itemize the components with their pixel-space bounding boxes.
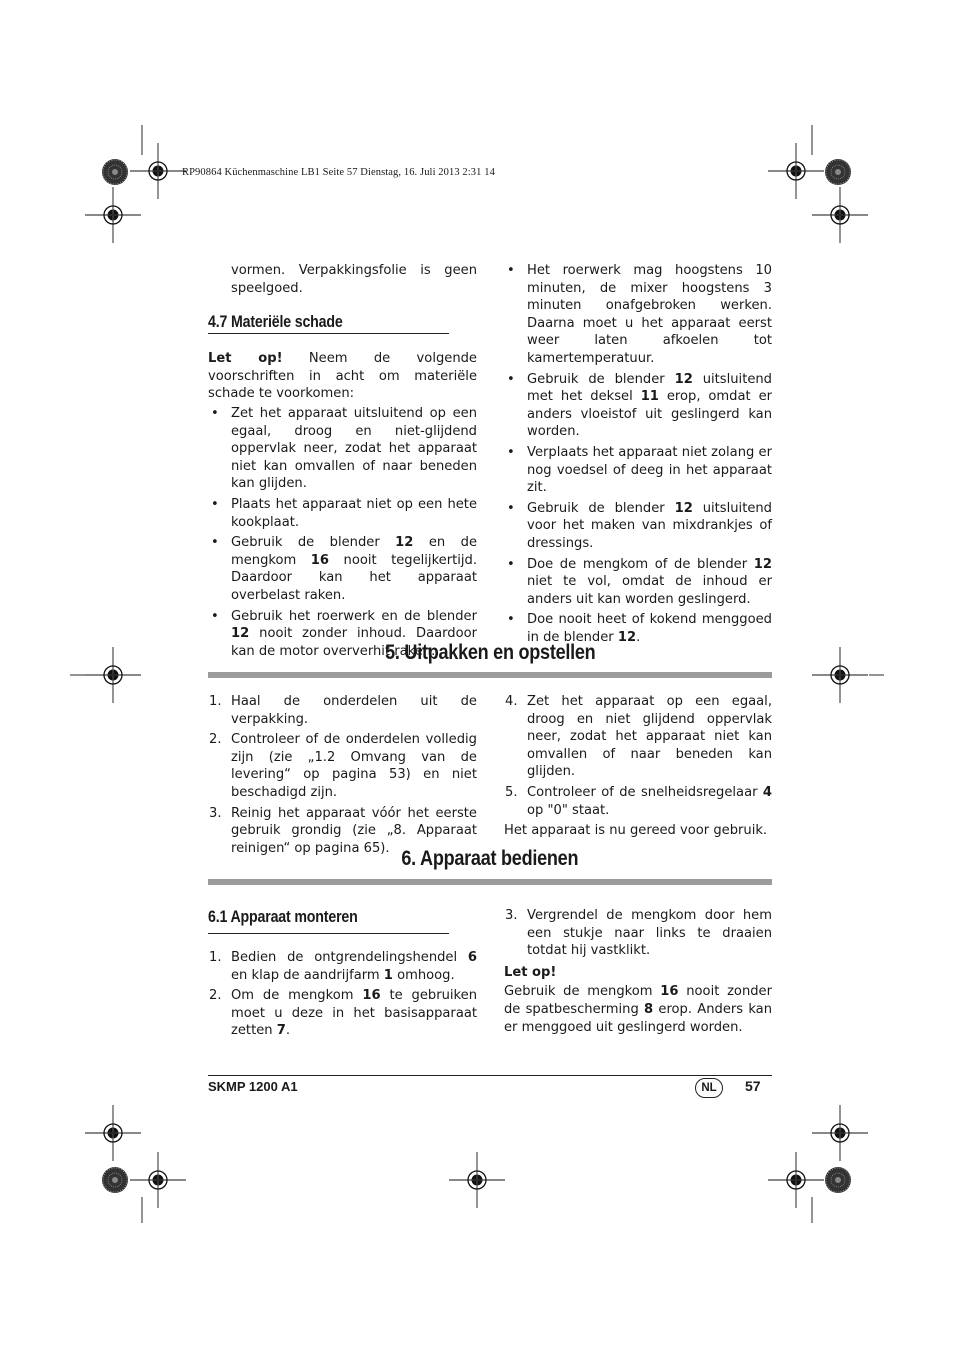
list-item: 3. Vergrendel de mengkom door hem een stukje naar links te draaien totdat hij vastklikt. [505,908,772,959]
heading-4-7: 4.7 Materiële schade [208,313,343,332]
section-4-7-left-column [208,262,477,663]
intro-continuation: vormen. Verpakkingsfolie is geen speelgoed. [231,263,477,296]
section-4-7-right-column [504,262,772,649]
heading-rule [208,333,449,334]
list-item: • Gebruik de blender 12 en de mengkom 16 nooit tegelijkertijd. Daardoor kan het apparaat overbelast raken. [211,535,478,603]
list-item: • Gebruik het roerwerk en de blender 12 nooit zonder inhoud. Daardoor kan de motor oververhit raken. [211,608,477,659]
note-text: Gebruik de mengkom 16 nooit zonder de spatbescherming 8 erop. Anders kan er menggoed uit geslingerd worden. [504,984,772,1035]
list-item: • Gebruik de blender 12 uitsluitend voor het maken van mixdrankjes of dressings. [507,500,772,551]
section-6-bar [208,879,772,885]
print-slug: RP90864 Küchenmaschine LB1 Seite 57 Dienstag, 16. Juli 2013 2:31 14 [182,167,495,178]
registration-mark-bottom-center [449,1152,505,1208]
list-item: • Doe de mengkom of de blender 12 niet te vol, omdat de inhoud er anders uit kan worden geslingerd. [507,556,772,607]
page-number: 57 [745,1078,761,1094]
color-target-bottom-left [102,1167,128,1193]
list-item: • Verplaats het apparaat niet zolang er nog voedsel of deeg in het apparaat zit. [507,444,772,496]
note-paragraph: Let op! Neem de volgende voorschriften in acht om materiële schade te voorkomen: [208,351,477,402]
list-item: 1. Bedien de ontgrendelingshendel 6 en klap de aandrijfarm 1 omhoog. [209,950,477,983]
note-label: Let op! [504,964,557,980]
registration-mark-right-middle [812,647,868,703]
registration-mark-left-upper [85,187,141,243]
list-item: • Gebruik de blender 12 uitsluitend met het deksel 11 erop, omdat er anders vloeistof uit geslingerd kan worden. [507,371,773,440]
registration-mark-right-lower [812,1105,868,1161]
section-5-bar [208,672,772,678]
list-item: 5. Controleer of de snelheidsregelaar 4 op "0" staat. [505,784,772,818]
section-5-right-column [504,693,772,840]
color-target-top-right [825,159,851,185]
heading-section-5: 5. Uitpakken en opstellen [384,641,596,664]
registration-mark-bottom-right [768,1152,824,1208]
color-target-bottom-right [825,1167,851,1193]
registration-mark-left-middle [85,647,141,703]
list-item: 4. Zet het apparaat op een egaal, droog en niet glijdend oppervlak neer, zodat het apparaat niet kan omvallen of naar beneden kan glijden. [505,694,772,780]
section-6-left-column [208,906,477,1043]
section-5-left-column [208,693,477,860]
color-target-top-left [102,159,128,185]
footer-model: SKMP 1200 A1 [208,1079,298,1094]
list-item: • Doe nooit heet of kokend menggoed in de blender 12. [507,612,772,645]
list-item: 3. Reinig het apparaat vóór het eerste gebruik grondig (zie „8. Apparaat reinigen“ op pagina 65). [209,805,477,856]
ready-text: Het apparaat is nu gereed voor gebruik. [504,823,768,839]
heading-section-6: 6. Apparaat bedienen [401,847,579,870]
registration-mark-bottom-left [130,1152,186,1208]
heading-rule [208,933,449,934]
list-item: 1. Haal de onderdelen uit de verpakking. [209,694,477,727]
footer-rule [208,1075,772,1076]
list-item: 2. Controleer of de onderdelen volledig zijn (zie „1.2 Omvang van de levering“ op pagina 53) en niet beschadigd zijn. [209,732,477,800]
language-badge: NL [695,1078,723,1098]
registration-mark-top-left [130,143,186,199]
list-item: • Het roerwerk mag hoogstens 10 minuten, de mixer hoogstens 3 minuten onafgebroken werken. Daarna moet u het apparaat eerst weer laten afkoelen tot kamertemperatuur. [507,263,772,366]
list-item: 2. Om de mengkom 16 te gebruiken moet u deze in het basisapparaat zetten 7. [209,988,478,1039]
registration-mark-left-lower [85,1105,141,1161]
registration-mark-right-upper [812,187,868,243]
section-6-right-column [504,907,772,1036]
heading-6-1: 6.1 Apparaat monteren [208,908,358,926]
registration-mark-top-right [768,143,824,199]
list-item: • Zet het apparaat uitsluitend op een egaal, droog en niet-glijdend oppervlak neer, zodat het apparaat niet kan omvallen of naar beneden kan glijden. [211,405,477,492]
list-item: • Plaats het apparaat niet op een hete kookplaat. [211,496,477,530]
